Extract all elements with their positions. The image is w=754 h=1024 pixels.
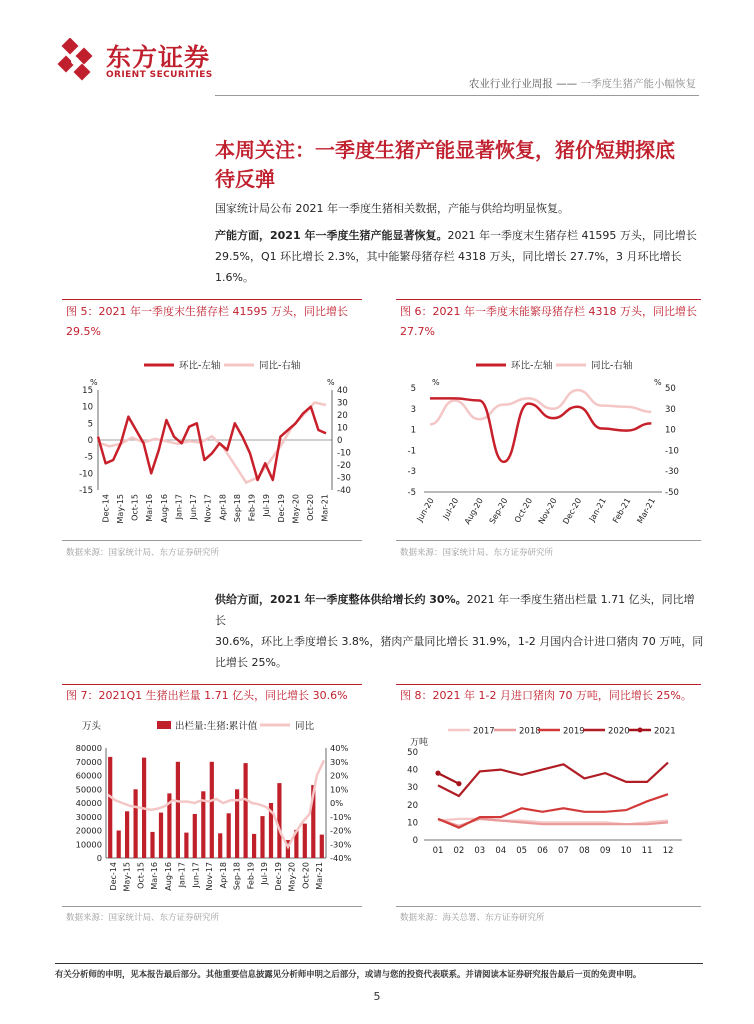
section-title (215, 136, 705, 194)
fig7-x-tick: Nov-17 (205, 862, 215, 891)
fig8-series-2021-point (456, 781, 461, 786)
fig7-x-tick: Mar-16 (150, 862, 160, 890)
fig7-left-tick: 50000 (75, 784, 102, 795)
fig6-x-tick: Jul-20 (441, 496, 461, 521)
fig7-left-tick: 40000 (75, 798, 102, 808)
fig5-left-tick: 10 (82, 402, 93, 413)
fig8-x-tick: 10 (620, 846, 632, 856)
fig8-chart (396, 710, 701, 905)
fig6-top-rule (396, 299, 701, 300)
fig8-y-tick: 10 (407, 818, 418, 829)
fig8-legend-2019-label: 2019 (563, 726, 585, 737)
logo-mark-icon (52, 38, 100, 86)
fig5-x-tick: Jun-17 (189, 494, 199, 520)
fig6-x-tick: Jun-20 (415, 496, 436, 524)
fig5-x-tick: Oct-15 (130, 494, 140, 521)
fig8-source: 数据来源：海关总署、东方证券研究所 (400, 913, 545, 923)
fig5-series-mom (98, 407, 326, 480)
paragraph-supply-line3: 比增长 25%。 (215, 656, 287, 669)
fig8-legend-2020-label: 2020 (608, 726, 630, 737)
fig7-left-tick: 70000 (75, 756, 102, 767)
paragraph-supply-line1: 2021 年一季度生猪出栏量 1.71 亿头，同比增长 (215, 593, 695, 627)
fig6-right-tick: 10 (665, 425, 676, 436)
fig5-x-tick: Mar-21 (320, 494, 330, 522)
fig7-bar (159, 813, 163, 858)
fig7-x-tick: Jun-17 (191, 862, 201, 888)
footer-disclaimer: 有关分析师的申明，见本报告最后部分。其他重要信息披露见分析师申明之后部分，或请与您的投资代表联系。并请阅读本证券研究报告最后一页的免责申明。 (55, 969, 642, 979)
fig7-x-tick: Jan-17 (177, 862, 187, 888)
fig5-left-tick: -5 (84, 452, 93, 463)
fig7-bar (218, 833, 222, 858)
fig8-x-tick: 04 (495, 846, 507, 856)
fig5-top-rule (62, 299, 362, 300)
fig8-bottom-rule (396, 906, 701, 907)
fig8-x-tick: 05 (516, 846, 528, 856)
fig7-bar (244, 763, 248, 858)
fig5-x-tick: Dec-19 (276, 494, 286, 523)
brand-name-cn: 东方证券 (106, 43, 211, 72)
paragraph-supply-line2: 30.6%，环比上季度增长 3.8%，猪肉产量同比增长 31.9%，1-2 月国内合计进口猪肉 70 万吨，同 (215, 635, 704, 648)
fig7-bar (277, 783, 281, 858)
paragraph-capacity-lead: 产能方面，2021 年一季度生猪产能显著恢复。 (215, 229, 448, 242)
fig5-chart (62, 350, 362, 540)
fig5-left-unit: % (90, 378, 98, 387)
fig8-y-tick: 40 (407, 765, 418, 776)
fig7-left-tick: 80000 (75, 743, 102, 753)
header-rule (215, 95, 699, 96)
fig7-legend-bars-label: 出栏量:生猪:累计值 (175, 721, 258, 732)
fig6-x-tick: Nov-20 (536, 496, 559, 526)
fig5-x-tick: Feb-19 (247, 494, 257, 522)
fig7-x-tick: Jul-19 (260, 862, 270, 885)
fig6-left-tick: 5 (410, 384, 416, 394)
fig5-left-tick: 15 (82, 386, 93, 396)
fig7-left-tick: 20000 (75, 825, 102, 836)
fig8-x-tick: 01 (432, 846, 444, 856)
fig6-left-tick: 3 (410, 404, 416, 415)
fig7-x-tick: Aug-16 (163, 862, 173, 891)
fig6-x-tick: Sep-20 (487, 496, 510, 526)
fig8-series-2021 (438, 773, 459, 784)
fig5-x-tick: Jan-17 (174, 494, 184, 520)
fig7-x-tick: May-20 (287, 862, 297, 892)
fig7-left-tick: 10000 (75, 839, 102, 850)
fig7-bar (134, 789, 138, 858)
paragraph-supply-lead: 供给方面，2021 年一季度整体供给增长约 30%。 (215, 593, 467, 606)
fig7-title: 图 7：2021Q1 生猪出栏量 1.71 亿头，同比增长 30.6% (66, 689, 348, 702)
fig8-y-unit: 万吨 (410, 738, 429, 748)
fig7-bar (125, 811, 129, 858)
fig7-bar (227, 813, 231, 858)
fig8-x-tick: 12 (662, 846, 674, 856)
fig7-right-tick: -20% (330, 825, 352, 836)
fig5-right-tick: 40 (337, 386, 348, 396)
fig5-x-tick: May-15 (115, 494, 125, 524)
fig7-right-tick: 30% (330, 756, 349, 767)
fig8-legend-2018-label: 2018 (519, 726, 541, 737)
fig8-y-tick: 0 (412, 836, 418, 846)
fig8-top-rule (396, 684, 701, 685)
fig5-left-tick: -15 (79, 486, 93, 496)
fig5-right-tick: 20 (337, 411, 348, 421)
fig6-right-tick: 50 (665, 384, 676, 394)
fig7-x-tick: May-15 (122, 862, 132, 892)
fig7-bar (210, 762, 214, 858)
fig7-bar (150, 832, 154, 858)
fig7-y-unit: 万头 (82, 721, 102, 732)
fig8-legend-2021-label: 2021 (654, 726, 676, 737)
fig6-x-tick: Jan-21 (587, 496, 608, 524)
paragraph-capacity (215, 225, 705, 288)
fig6-left-tick: -1 (407, 446, 416, 457)
fig5-legend-mom-label: 环比-左轴 (179, 360, 221, 372)
fig7-left-tick: 30000 (75, 811, 102, 822)
fig6-x-tick: Dec-20 (561, 496, 584, 526)
report-subtitle: 一季度生猪产能小幅恢复 (580, 78, 696, 90)
fig5-bottom-rule (62, 540, 362, 541)
fig5-x-tick: Oct-20 (306, 494, 316, 521)
fig7-bar (252, 834, 256, 858)
fig7-x-tick: Sep-18 (232, 862, 242, 891)
fig7-right-tick: 0% (330, 798, 344, 808)
fig8-y-tick: 20 (407, 800, 418, 811)
fig8-y-tick: 30 (407, 783, 418, 794)
fig5-x-tick: Apr-18 (218, 494, 228, 521)
fig5-x-tick: Mar-16 (145, 494, 155, 522)
fig6-left-unit: % (432, 378, 440, 387)
brand-name-en: ORIENT SECURITIES (106, 70, 213, 80)
fig7-x-tick: Dec-14 (108, 862, 118, 891)
fig7-left-tick: 0 (96, 853, 102, 863)
fig5-left-tick: -10 (79, 469, 93, 480)
fig6-left-tick: 1 (410, 425, 416, 436)
fig5-x-tick: Nov-17 (203, 494, 213, 523)
fig5-right-tick: 30 (337, 398, 348, 409)
fig7-left-tick: 60000 (75, 770, 102, 781)
fig7-x-tick: Oct-20 (301, 862, 311, 889)
header-separator: —— (556, 78, 578, 90)
fig7-right-tick: -10% (330, 811, 352, 822)
paragraph-supply (215, 589, 705, 673)
intro-text: 国家统计局公布 2021 年一季度生猪相关数据，产能与供给均明显恢复。 (215, 202, 569, 215)
report-type: 农业行业行业周报 (468, 78, 553, 90)
fig6-legend-yoy-label: 同比-右轴 (591, 360, 633, 372)
fig8-series-2020 (438, 763, 668, 796)
fig7-x-tick: Oct-15 (136, 862, 146, 889)
fig6-right-tick: 30 (665, 404, 676, 415)
fig7-bar (320, 835, 324, 858)
fig5-series-yoy (98, 403, 326, 483)
section-title-line2: 待反弹 (215, 167, 275, 191)
fig7-right-tick: 10% (330, 784, 349, 795)
fig6-chart (396, 350, 701, 540)
fig6-series-yoy (430, 390, 651, 424)
fig7-x-tick: Feb-19 (246, 862, 256, 890)
fig8-legend-2021-marker (638, 728, 643, 733)
section-title-line1: 本周关注：一季度生猪产能显著恢复，猪价短期探底 (215, 138, 675, 162)
fig7-right-tick: 40% (330, 743, 349, 753)
fig7-series-yoy (108, 760, 324, 847)
fig8-legend-2017-label: 2017 (473, 726, 495, 737)
page-number: 5 (373, 990, 381, 1003)
fig6-title-line1: 图 6：2021 年一季度末能繁母猪存栏 4318 万头，同比增长 (400, 305, 697, 318)
fig6-x-tick: Oct-20 (512, 496, 535, 525)
fig5-left-tick: 5 (87, 419, 93, 430)
fig6-title-line2: 27.7% (400, 325, 435, 338)
fig7-top-rule (62, 684, 362, 685)
fig6-left-tick: -5 (407, 488, 416, 498)
fig7-right-tick: -30% (330, 839, 352, 850)
fig7-x-tick: Apr-18 (218, 862, 228, 889)
brand-logo (52, 38, 100, 86)
paragraph-capacity-line2: 29.5%，Q1 环比增长 2.3%，其中能繁母猪存栏 4318 万头，同比增长 27.7%，3 月环比增长 1.6%。 (215, 250, 682, 284)
fig7-bar (108, 757, 112, 858)
fig5-title-line1: 图 5：2021 年一季度末生猪存栏 41595 万头，同比增长 (66, 305, 348, 318)
fig6-right-tick: -30 (665, 467, 679, 478)
fig7-x-tick: Mar-21 (315, 862, 325, 890)
fig6-bottom-rule (396, 540, 701, 541)
fig7-right-tick: -40% (330, 853, 352, 863)
fig7-legend-bars-swatch (157, 721, 171, 729)
fig5-right-tick: 10 (337, 423, 348, 434)
fig8-x-tick: 06 (537, 846, 548, 856)
footer-rule (55, 963, 703, 964)
fig5-right-tick: 0 (337, 436, 343, 446)
header-report-title (469, 76, 696, 91)
fig7-x-tick: Dec-19 (273, 862, 283, 891)
fig8-x-tick: 11 (641, 846, 653, 856)
fig7-bar (303, 824, 307, 858)
fig6-title (400, 302, 705, 342)
fig8-x-tick: 09 (599, 846, 611, 856)
fig8-title: 图 8：2021 年 1-2 月进口猪肉 70 万吨，同比增长 25%。 (400, 689, 692, 702)
fig7-bottom-rule (62, 906, 362, 907)
fig7-legend-line-label: 同比 (295, 721, 315, 732)
fig6-x-tick: Mar-21 (635, 496, 658, 525)
fig6-legend-mom-label: 环比-左轴 (511, 360, 553, 372)
fig7-bar (260, 816, 264, 858)
fig7-right-tick: 20% (330, 770, 349, 781)
fig7-bar (184, 833, 188, 858)
fig8-x-tick: 07 (558, 846, 569, 856)
fig5-x-tick: May-20 (291, 494, 301, 524)
fig5-right-tick: -20 (337, 461, 351, 471)
fig5-left-tick: 0 (87, 436, 93, 446)
fig6-x-tick: Aug-20 (462, 496, 485, 526)
fig8-x-tick: 02 (453, 846, 465, 856)
fig5-title (66, 302, 366, 342)
fig7-chart (62, 710, 362, 905)
fig7-bar (117, 831, 121, 859)
fig5-x-tick: Dec-14 (101, 494, 111, 523)
fig8-series-2021-point (435, 771, 440, 776)
paragraph-capacity-line1: 2021 年一季度末生猪存栏 41595 万头，同比增长 (447, 229, 697, 242)
fig6-left-tick: -3 (407, 467, 416, 478)
fig6-right-unit: % (654, 378, 662, 387)
fig6-source: 数据来源：国家统计局、东方证券研究所 (400, 548, 554, 558)
fig5-x-tick: Jul-19 (262, 494, 272, 517)
fig5-legend-yoy-label: 同比-右轴 (259, 360, 301, 372)
fig5-right-unit: % (327, 378, 335, 387)
fig8-y-tick: 50 (407, 748, 418, 758)
fig5-right-tick: -10 (337, 448, 351, 459)
fig7-bar (193, 814, 197, 858)
fig7-bar (176, 762, 180, 858)
fig7-source: 数据来源：国家统计局、东方证券研究所 (66, 913, 220, 923)
fig6-right-tick: -10 (665, 446, 679, 457)
fig8-x-tick: 08 (578, 846, 590, 856)
fig5-title-line2: 29.5% (66, 325, 101, 338)
fig6-x-tick: Feb-21 (611, 496, 633, 525)
fig6-series-mom (430, 398, 651, 461)
fig6-right-tick: -50 (665, 488, 679, 498)
fig5-right-tick: -40 (337, 486, 351, 496)
fig5-source: 数据来源：国家统计局、东方证券研究所 (66, 548, 220, 558)
fig5-x-tick: Sep-18 (232, 494, 242, 523)
fig8-x-tick: 03 (474, 846, 486, 856)
fig5-right-tick: -30 (337, 473, 351, 484)
fig5-x-tick: Aug-16 (159, 494, 169, 523)
